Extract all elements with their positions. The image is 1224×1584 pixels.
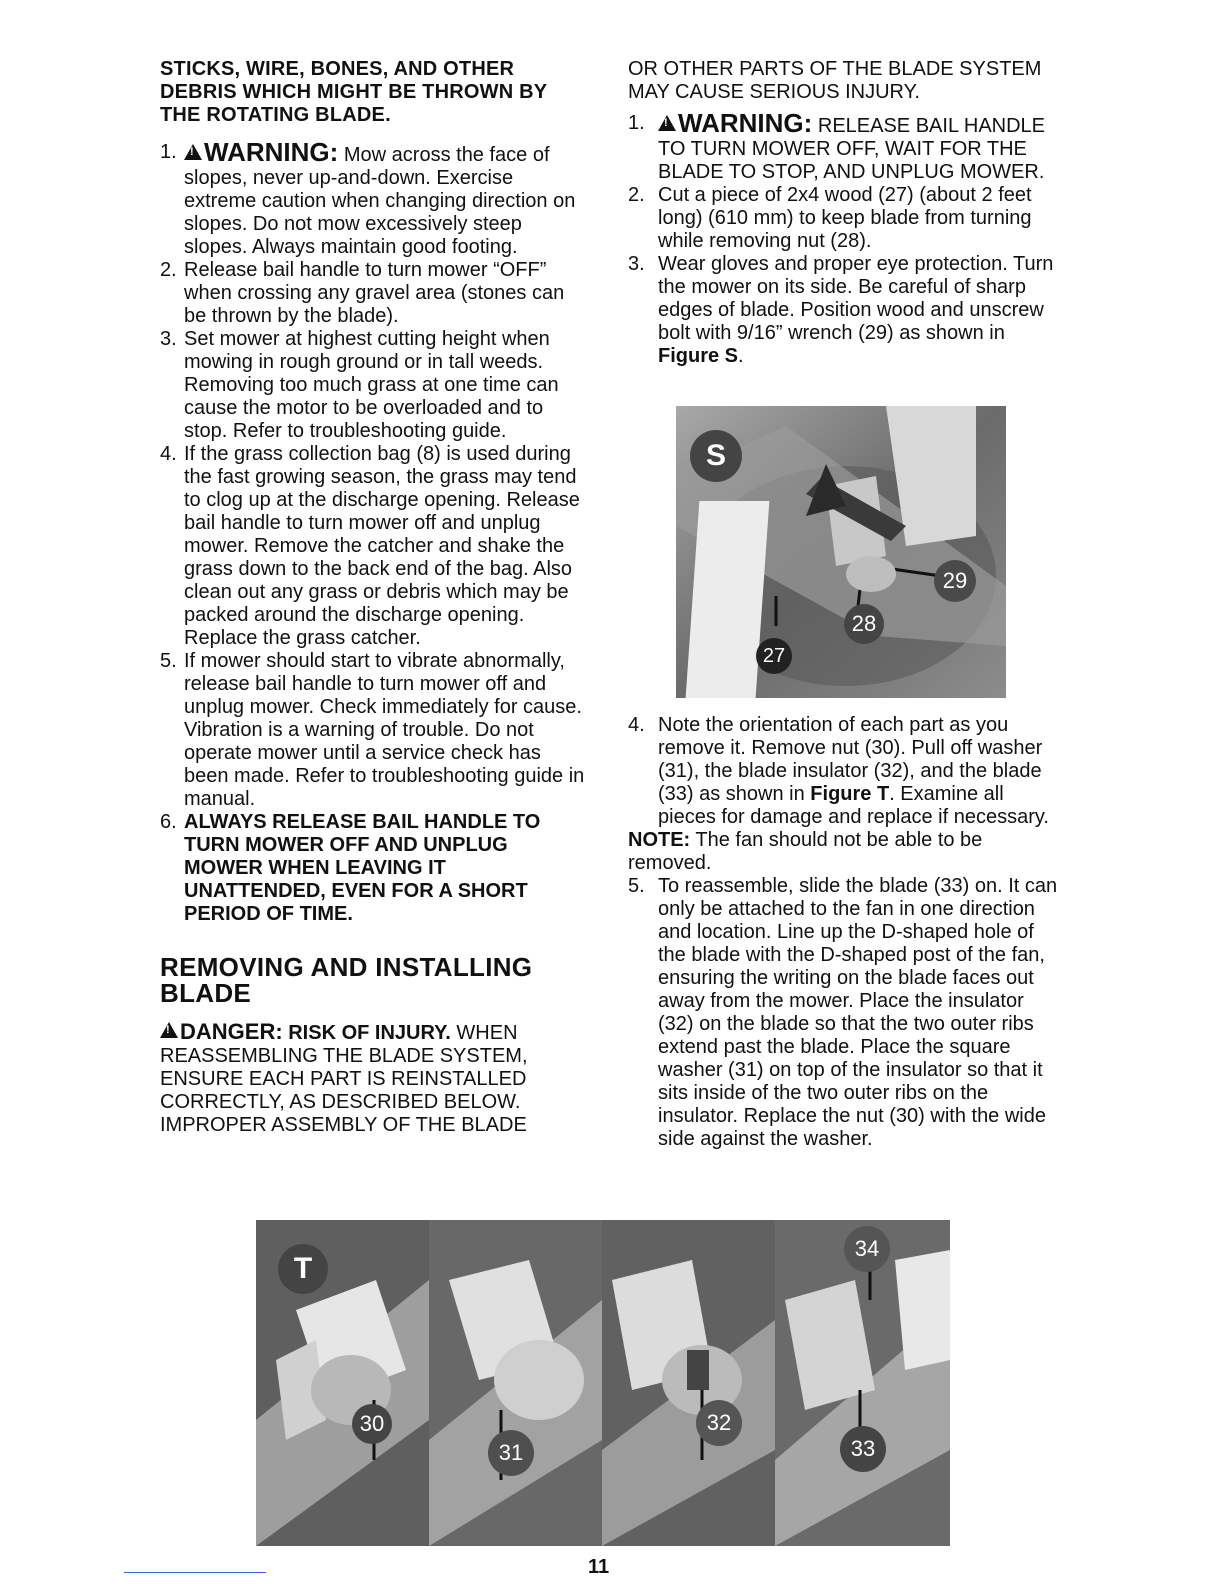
warning-triangle-icon	[658, 115, 676, 131]
list-item	[160, 443, 590, 650]
item-number: 5.	[628, 875, 645, 897]
list-item	[160, 328, 590, 443]
list-item	[160, 259, 590, 328]
list-item	[628, 253, 1058, 368]
figure-reference: Figure T	[810, 783, 890, 805]
item-text: Cut a piece of 2x4 wood (27) (about 2 feet long) (610 mm) to keep blade from turning while removing nut (28).	[658, 184, 1032, 252]
item-text: If mower should start to vibrate abnormally, release bail handle to turn mower off and unplug mower. Check immediately for cause. Vibration is a warning of trouble. Do not operate mower until a service check has been made. Refer to troubleshooting guide in manual.	[184, 650, 585, 810]
warning-triangle-icon	[160, 1022, 178, 1038]
figure-s-label: S	[690, 430, 742, 482]
figure-reference: Figure S	[658, 345, 739, 367]
list-item	[628, 108, 1058, 184]
page-number: 11	[588, 1556, 610, 1578]
callout-30: 30	[352, 1404, 392, 1444]
item-text: Note the orientation of each part as you remove it. Remove nut (30). Pull off washer (31), the blade insulator (32), and the blade (33) as shown in	[658, 714, 1043, 805]
list-item	[628, 184, 1058, 253]
list-item	[160, 137, 590, 259]
intro-debris-text: STICKS, WIRE, BONES, AND OTHER DEBRIS WHICH MIGHT BE THROWN BY THE ROTATING BLADE.	[160, 58, 547, 126]
item-text: Set mower at highest cutting height when mowing in rough ground or in tall weeds. Removing too much grass at one time can cause the motor to be overloaded and to stop. Refer to troubleshooting guide.	[184, 328, 559, 442]
left-column	[160, 58, 590, 1137]
item-number: 6.	[160, 811, 177, 833]
item-text: To reassemble, slide the blade (33) on. It can only be attached to the fan in one direction and location. Line up the D-shaped hole of the blade with the D-shaped post of the fan, ensuring the writing on the blade faces out away from the mower. Place the insulator (32) on the blade so that the two outer ribs extend past the blade. Place the square washer (31) on top of the insulator so that it sits inside of the two outer ribs on the insulator. Replace the nut (30) with the wide side against the washer.	[658, 875, 1058, 1150]
item-text: If the grass collection bag (8) is used during the fast growing season, the grass may tend to clog up at the discharge opening. Release bail handle to turn mower off and unplug mower. Remove the catcher and shake the grass down to the back end of the bag. Also clean out any grass or debris which may be packed around the discharge opening. Replace the grass catcher.	[184, 443, 580, 649]
note-paragraph	[628, 829, 1058, 875]
note-text: The fan should not be able to be removed.	[628, 829, 983, 874]
item-number: 4.	[160, 443, 177, 465]
right-column-lower	[628, 714, 1058, 1151]
list-item	[628, 875, 1058, 1151]
warning-label: WARNING:	[204, 137, 339, 167]
item-number: 3.	[628, 253, 645, 275]
figure-t-panel-3	[602, 1220, 775, 1546]
warning-label: WARNING:	[678, 108, 813, 138]
item-number: 1.	[628, 112, 645, 134]
item-text-end: .	[738, 345, 744, 367]
item-number: 1.	[160, 141, 177, 163]
item-text-end: . Examine all pieces for damage and replace if necessary.	[658, 783, 1049, 828]
list-item	[628, 714, 1058, 829]
item-number: 2.	[628, 184, 645, 206]
figure-s-photo	[676, 406, 1006, 698]
note-label: NOTE:	[628, 829, 691, 851]
panel-3-illustration	[602, 1220, 775, 1546]
danger-notice	[160, 1020, 590, 1137]
warning-triangle-icon	[184, 144, 202, 160]
continued-danger-text: OR OTHER PARTS OF THE BLADE SYSTEM MAY CAUSE SERIOUS INJURY.	[628, 58, 1042, 103]
figure-t-label: T	[278, 1244, 328, 1294]
item-number: 5.	[160, 650, 177, 672]
section-title: REMOVING AND INSTALLING BLADE	[160, 952, 533, 1008]
item-text: RELEASE BAIL HANDLE TO TURN MOWER OFF, WAIT FOR THE BLADE TO STOP, AND UNPLUG MOWER.	[658, 115, 1046, 183]
callout-29: 29	[934, 560, 976, 602]
callout-31: 31	[488, 1430, 534, 1476]
callout-27: 27	[756, 638, 792, 674]
callout-28: 28	[844, 604, 884, 644]
item-text: Mow across the face of slopes, never up-and-down. Exercise extreme caution when changing direction on slopes. Do not mow excessively steep slopes. Always maintain good footing.	[184, 144, 576, 258]
item-number: 3.	[160, 328, 177, 350]
right-column	[628, 58, 1058, 368]
list-item	[160, 650, 590, 811]
callout-33: 33	[840, 1426, 886, 1472]
danger-risk-label: RISK OF INJURY.	[282, 1022, 451, 1044]
danger-label: DANGER:	[180, 1019, 283, 1044]
callout-34: 34	[844, 1226, 890, 1272]
item-text: ALWAYS RELEASE BAIL HANDLE TO TURN MOWER OFF AND UNPLUG MOWER WHEN LEAVING IT UNATTENDED, EVEN FOR A SHORT PERIOD OF TIME.	[184, 811, 541, 925]
figure-t-photo	[256, 1220, 950, 1546]
footer-rule	[124, 1572, 266, 1573]
item-text: Wear gloves and proper eye protection. Turn the mower on its side. Be careful of sharp edges of blade. Position wood and unscrew bolt with 9/16” wrench (29) as shown in	[658, 253, 1054, 344]
item-number: 4.	[628, 714, 645, 736]
danger-text: WHEN REASSEMBLING THE BLADE SYSTEM, ENSURE EACH PART IS REINSTALLED CORRECTLY, AS DESCRIBED BELOW. IMPROPER ASSEMBLY OF THE BLADE	[160, 1022, 528, 1136]
figure-t-panel-2	[429, 1220, 602, 1546]
callout-32: 32	[696, 1400, 742, 1446]
panel-2-illustration	[429, 1220, 602, 1546]
item-number: 2.	[160, 259, 177, 281]
item-text: Release bail handle to turn mower “OFF” when crossing any gravel area (stones can be thrown by the blade).	[184, 259, 565, 327]
list-item	[160, 811, 574, 926]
